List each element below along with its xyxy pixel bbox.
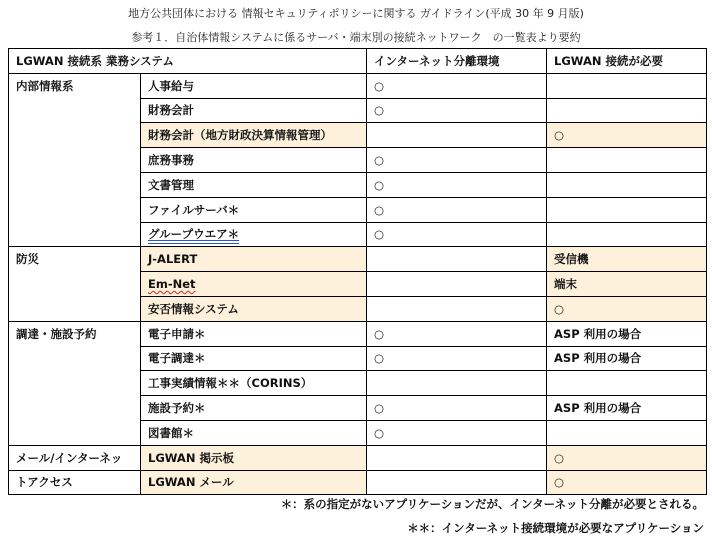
system-name: 安否情報システム	[141, 296, 367, 321]
table-row	[9, 321, 707, 346]
document-title: 地方公共団体における 情報セキュリティポリシーに関する ガイドライン(平成 30 年 9 月版)	[128, 7, 584, 20]
system-name	[141, 222, 367, 247]
system-name: 財務会計（地方財政決算情報管理）	[141, 123, 367, 148]
table-row	[9, 73, 707, 98]
separated-cell	[367, 445, 547, 470]
lgwan-cell: ASP 利用の場合	[547, 321, 707, 346]
category-mail-line2: トアクセス	[9, 470, 141, 495]
system-name: 電子調達＊	[141, 346, 367, 371]
lgwan-cell	[547, 73, 707, 98]
system-name: 工事実績情報＊＊（CORINS）	[141, 371, 367, 396]
system-name: ファイルサーバ＊	[141, 197, 367, 222]
separated-cell: ○	[367, 148, 547, 173]
separated-cell	[367, 272, 547, 297]
separated-cell: ○	[367, 396, 547, 421]
separated-cell	[367, 371, 547, 396]
system-name: 文書管理	[141, 172, 367, 197]
lgwan-cell: ASP 利用の場合	[547, 396, 707, 421]
category-procurement: 調達・施設予約	[9, 321, 141, 445]
table-row	[9, 247, 707, 272]
header-row	[9, 49, 707, 74]
lgwan-cell: ○	[547, 470, 707, 495]
footnote-double-asterisk: ＊＊：インターネット接続環境が必要なアプリケーション	[407, 521, 704, 535]
separated-cell: ○	[367, 172, 547, 197]
lgwan-cell	[547, 420, 707, 445]
lgwan-cell	[547, 197, 707, 222]
header-system: LGWAN 接続系 業務システム	[9, 49, 367, 74]
separated-cell: ○	[367, 222, 547, 247]
category-disaster: 防災	[9, 247, 141, 321]
system-name: 人事給与	[141, 73, 367, 98]
lgwan-cell	[547, 148, 707, 173]
separated-cell: ○	[367, 197, 547, 222]
document-subtitle: 参考１．自治体情報システムに係るサーバ・端末別の接続ネットワーク の一覧表より要約	[131, 31, 581, 44]
separated-cell: ○	[367, 73, 547, 98]
separated-cell: ○	[367, 98, 547, 123]
separated-cell	[367, 247, 547, 272]
lgwan-cell: ASP 利用の場合	[547, 346, 707, 371]
lgwan-cell: ○	[547, 445, 707, 470]
lgwan-cell: ○	[547, 123, 707, 148]
lgwan-cell	[547, 371, 707, 396]
lgwan-cell: 端末	[547, 272, 707, 297]
system-name: 電子申請＊	[141, 321, 367, 346]
lgwan-cell	[547, 172, 707, 197]
system-name: 施設予約＊	[141, 396, 367, 421]
separated-cell: ○	[367, 346, 547, 371]
lgwan-cell: 受信機	[547, 247, 707, 272]
category-mail-line1: メール/インターネッ	[9, 445, 141, 470]
separated-cell	[367, 296, 547, 321]
system-name: LGWAN 掲示板	[141, 445, 367, 470]
system-name: 図書館＊	[141, 420, 367, 445]
header-internet-separated: インターネット分離環境	[367, 49, 547, 74]
separated-cell	[367, 123, 547, 148]
system-name: LGWAN メール	[141, 470, 367, 495]
footnote-single-asterisk: ＊：系の指定がないアプリケーションだが、インターネット分離が必要とされる。	[280, 497, 704, 511]
system-name: 庶務事務	[141, 148, 367, 173]
header-lgwan-required: LGWAN 接続が必要	[547, 49, 707, 74]
table-row	[9, 470, 707, 495]
system-name: 財務会計	[141, 98, 367, 123]
separated-cell: ○	[367, 420, 547, 445]
table-row	[9, 445, 707, 470]
lgwan-cell	[547, 98, 707, 123]
system-name-text: グループウエア＊	[148, 227, 240, 242]
system-name: J-ALERT	[141, 247, 367, 272]
separated-cell	[367, 470, 547, 495]
lgwan-cell: ○	[547, 296, 707, 321]
separated-cell: ○	[367, 321, 547, 346]
lgwan-cell	[547, 222, 707, 247]
system-name-text: Em-Net	[148, 277, 196, 292]
systems-table	[8, 48, 707, 495]
category-internal: 内部情報系	[9, 73, 141, 247]
system-name	[141, 272, 367, 297]
